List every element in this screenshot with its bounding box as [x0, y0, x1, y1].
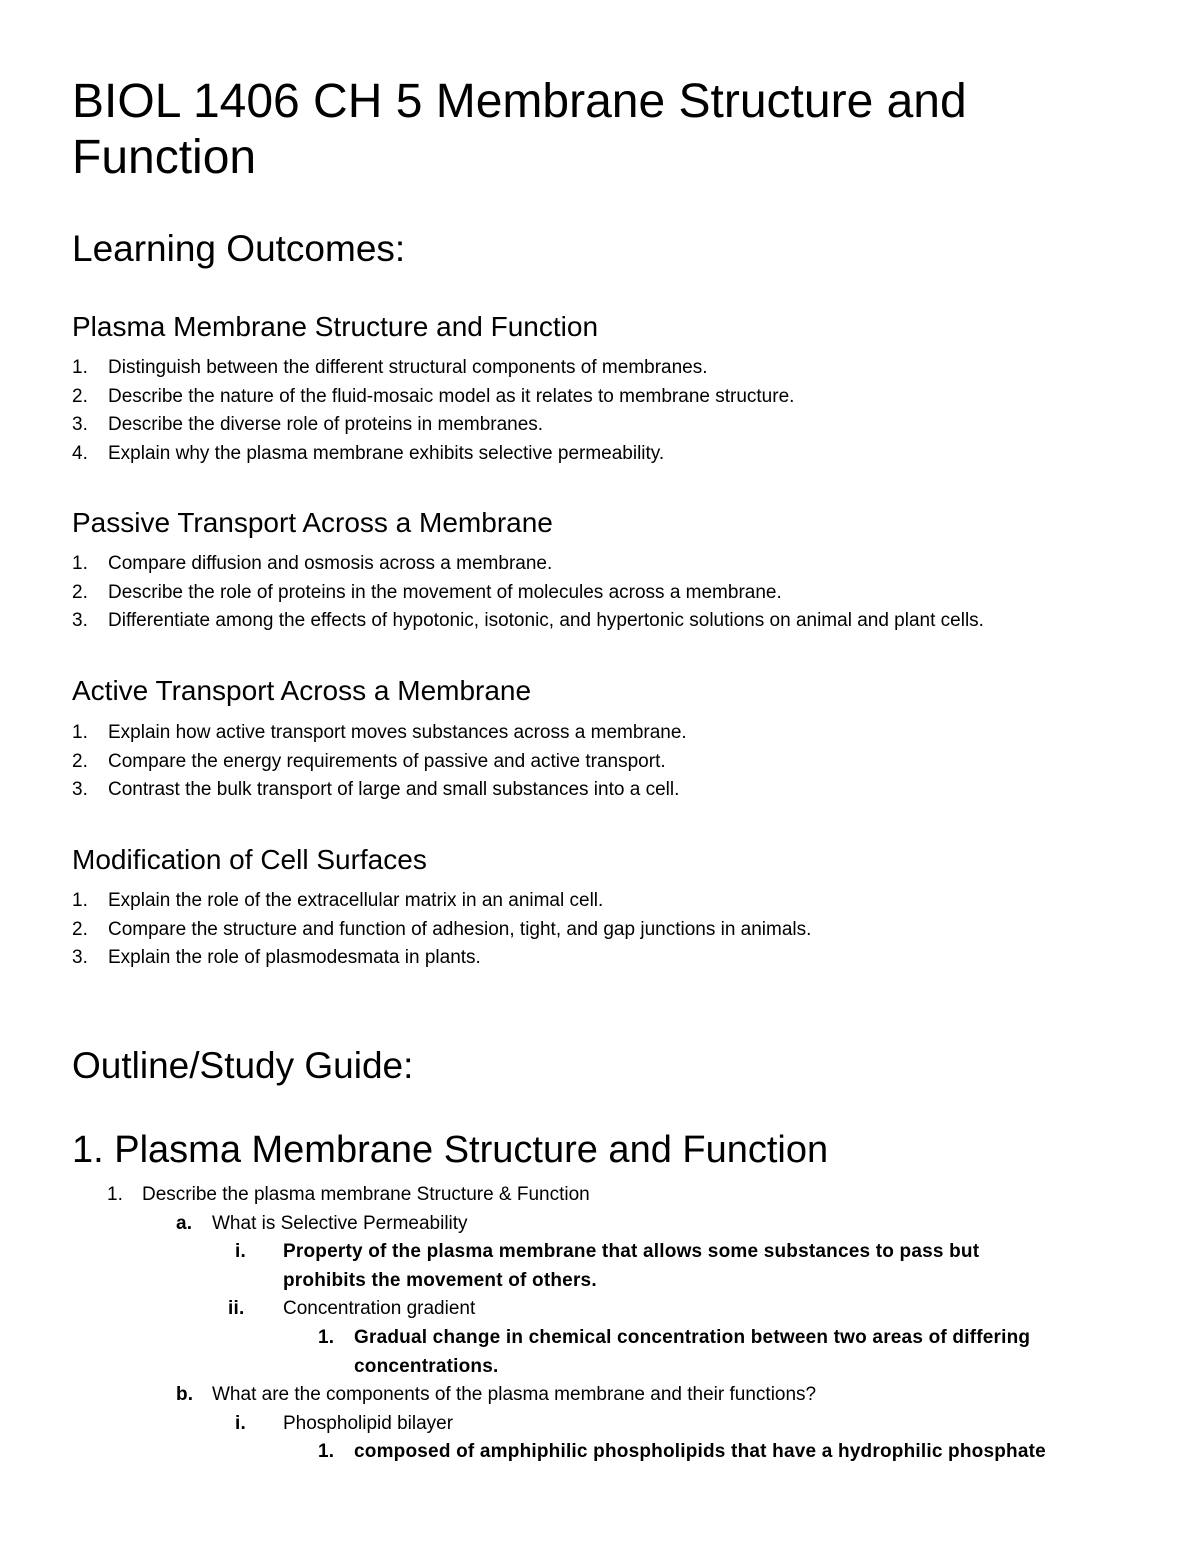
- outline-section-heading: 1. Plasma Membrane Structure and Function: [72, 1129, 829, 1171]
- section-heading-passive-transport: Passive Transport Across a Membrane: [72, 507, 553, 538]
- outcome-list-active-transport: [72, 719, 687, 805]
- outcome-list-passive-transport: [72, 550, 984, 636]
- list-item: 2. Compare the structure and function of adhesion, tight, and gap junctions in animals.: [72, 918, 812, 940]
- list-item: 1. Explain the role of the extracellular matrix in an animal cell.: [72, 890, 604, 911]
- list-item: 3. Explain the role of plasmodesmata in plants.: [72, 947, 481, 969]
- list-item: 2. Describe the role of proteins in the movement of molecules across a membrane.: [72, 581, 782, 603]
- outline-heading: Outline/Study Guide:: [72, 1045, 414, 1086]
- list-item: 1. Explain how active transport moves substances across a membrane.: [72, 722, 687, 743]
- list-item: 3. Contrast the bulk transport of large and small substances into a cell.: [72, 779, 680, 801]
- list-item: 2. Describe the nature of the fluid-mosaic model as it relates to membrane structure.: [72, 385, 795, 407]
- section-heading-cell-surfaces: Modification of Cell Surfaces: [72, 844, 427, 875]
- list-item: 4. Explain why the plasma membrane exhibits selective permeability.: [72, 442, 665, 464]
- outcome-list-cell-surfaces: [72, 887, 811, 973]
- document-title: BIOL 1406 CH 5 Membrane Structure and Function: [72, 75, 967, 184]
- list-item: 1. Compare diffusion and osmosis across a membrane.: [72, 553, 553, 574]
- section-heading-plasma-membrane: Plasma Membrane Structure and Function: [72, 311, 599, 342]
- list-item: 1. Distinguish between the different structural components of membranes.: [72, 357, 708, 378]
- section-heading-active-transport: Active Transport Across a Membrane: [72, 675, 532, 706]
- list-item: 2. Compare the energy requirements of passive and active transport.: [72, 750, 666, 772]
- list-item: 3. Differentiate among the effects of hypotonic, isotonic, and hypertonic solutions on animal and plant cells.: [72, 610, 984, 632]
- list-item: 3. Describe the diverse role of proteins in membranes.: [72, 414, 544, 436]
- learning-outcomes-heading: Learning Outcomes:: [72, 228, 406, 269]
- outcome-list-plasma-membrane: [72, 354, 794, 468]
